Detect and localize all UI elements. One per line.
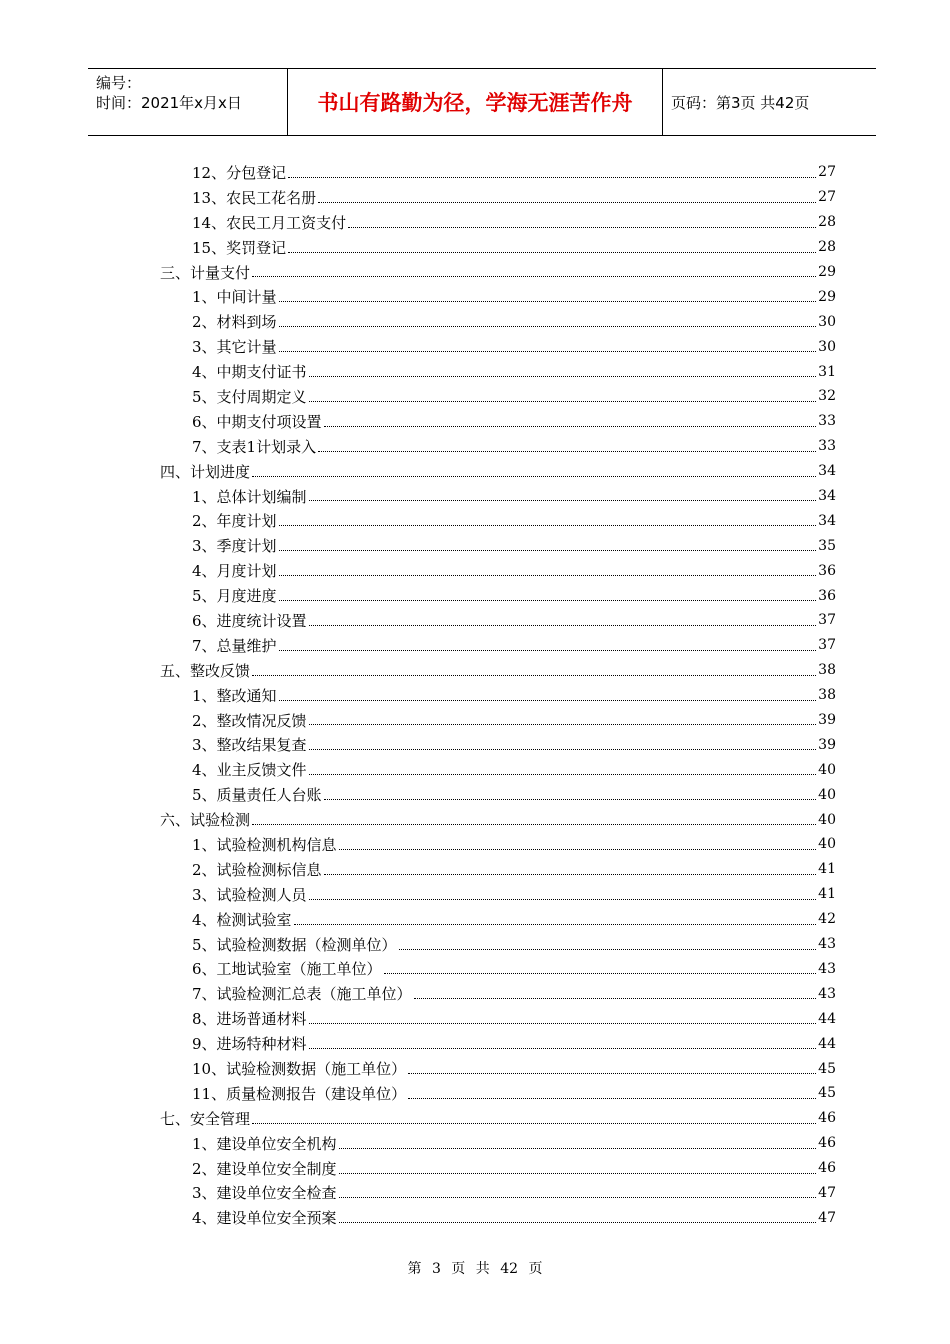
- toc-entry[interactable]: [160, 409, 836, 434]
- toc-entry[interactable]: [160, 732, 836, 757]
- toc-entry-label: 11、质量检测报告（建设单位）: [192, 1084, 407, 1103]
- toc-entry-page-number: 34: [818, 512, 836, 529]
- toc-entry-label: 5、支付周期定义: [192, 387, 307, 406]
- toc-entry[interactable]: [160, 981, 836, 1006]
- toc-entry[interactable]: [160, 309, 836, 334]
- toc-dot-leader: [309, 375, 817, 377]
- toc-entry[interactable]: [160, 459, 836, 484]
- toc-entry-label: 三、计量支付: [160, 263, 251, 282]
- toc-entry-page-number: 38: [818, 662, 836, 679]
- toc-entry-label: 3、季度计划: [192, 537, 277, 556]
- table-of-contents: [160, 160, 836, 1230]
- toc-entry-label: 1、建设单位安全机构: [192, 1134, 337, 1153]
- toc-entry-page-number: 30: [818, 313, 836, 330]
- toc-entry[interactable]: [160, 533, 836, 558]
- toc-entry-page-number: 42: [818, 911, 836, 928]
- toc-dot-leader: [339, 1221, 817, 1223]
- toc-entry-page-number: 28: [818, 239, 836, 256]
- toc-dot-leader: [279, 649, 817, 651]
- toc-entry-page-number: 37: [818, 612, 836, 629]
- toc-entry-page-number: 41: [818, 861, 836, 878]
- toc-entry[interactable]: [160, 832, 836, 857]
- toc-dot-leader: [339, 1147, 817, 1149]
- toc-dot-leader: [252, 823, 816, 825]
- toc-dot-leader: [309, 624, 817, 626]
- toc-dot-leader: [252, 1122, 816, 1124]
- toc-dot-leader: [384, 972, 817, 974]
- toc-entry[interactable]: [160, 334, 836, 359]
- toc-entry-page-number: 43: [818, 936, 836, 953]
- toc-entry[interactable]: [160, 260, 836, 285]
- toc-entry-label: 四、计划进度: [160, 462, 251, 481]
- toc-entry[interactable]: [160, 1006, 836, 1031]
- toc-entry-label: 15、奖罚登记: [192, 238, 287, 257]
- toc-entry-page-number: 40: [818, 836, 836, 853]
- toc-entry-page-number: 40: [818, 811, 836, 828]
- toc-dot-leader: [279, 524, 817, 526]
- toc-entry[interactable]: [160, 957, 836, 982]
- toc-entry[interactable]: [160, 558, 836, 583]
- toc-dot-leader: [252, 475, 816, 477]
- toc-entry-label: 3、试验检测人员: [192, 885, 307, 904]
- toc-entry-label: 2、试验检测标信息: [192, 860, 322, 879]
- toc-entry-page-number: 45: [818, 1085, 836, 1102]
- toc-dot-leader: [252, 275, 816, 277]
- toc-entry-page-number: 46: [818, 1160, 836, 1177]
- toc-entry[interactable]: [160, 1156, 836, 1181]
- toc-entry-label: 7、总量维护: [192, 636, 277, 655]
- toc-dot-leader: [309, 773, 817, 775]
- toc-entry-page-number: 30: [818, 338, 836, 355]
- header-meta: [88, 69, 288, 135]
- toc-dot-leader: [279, 350, 817, 352]
- toc-entry-page-number: 47: [818, 1209, 836, 1226]
- toc-entry-page-number: 39: [818, 736, 836, 753]
- toc-entry[interactable]: [160, 284, 836, 309]
- toc-entry-label: 8、进场普通材料: [192, 1010, 307, 1029]
- toc-dot-leader: [414, 997, 817, 999]
- toc-entry[interactable]: [160, 508, 836, 533]
- header-motto: 书山有路勤为径，学海无涯苦作舟: [288, 69, 663, 135]
- toc-entry-page-number: 41: [818, 886, 836, 903]
- toc-entry-label: 4、中期支付证书: [192, 363, 307, 382]
- toc-entry-page-number: 27: [818, 164, 836, 181]
- toc-dot-leader: [339, 1172, 817, 1174]
- toc-entry-page-number: 34: [818, 488, 836, 505]
- toc-entry[interactable]: [160, 235, 836, 260]
- toc-entry[interactable]: [160, 683, 836, 708]
- toc-entry-page-number: 46: [818, 1135, 836, 1152]
- toc-entry-page-number: 46: [818, 1110, 836, 1127]
- toc-dot-leader: [399, 948, 817, 950]
- toc-entry[interactable]: [160, 160, 836, 185]
- toc-entry[interactable]: [160, 658, 836, 683]
- toc-entry-label: 1、试验检测机构信息: [192, 835, 337, 854]
- document-time-label: 时间：2021年x月x日: [96, 94, 242, 112]
- toc-entry-page-number: 45: [818, 1060, 836, 1077]
- toc-entry-label: 3、建设单位安全检查: [192, 1184, 337, 1203]
- toc-entry-label: 13、农民工花名册: [192, 188, 317, 207]
- header-page-info: 页码：第3页 共42页: [671, 93, 810, 112]
- toc-dot-leader: [279, 599, 817, 601]
- toc-dot-leader: [324, 798, 817, 800]
- toc-entry-label: 2、建设单位安全制度: [192, 1159, 337, 1178]
- toc-entry[interactable]: [160, 857, 836, 882]
- toc-entry-label: 3、整改结果复查: [192, 736, 307, 755]
- toc-entry-label: 4、业主反馈文件: [192, 761, 307, 780]
- toc-entry[interactable]: [160, 608, 836, 633]
- toc-dot-leader: [309, 1022, 817, 1024]
- toc-entry-label: 2、材料到场: [192, 313, 277, 332]
- toc-entry[interactable]: [160, 1106, 836, 1131]
- toc-entry-label: 6、中期支付项设置: [192, 412, 322, 431]
- toc-entry[interactable]: [160, 807, 836, 832]
- toc-dot-leader: [279, 549, 817, 551]
- toc-dot-leader: [309, 748, 817, 750]
- toc-entry[interactable]: [160, 210, 836, 235]
- toc-entry-label: 14、农民工月工资支付: [192, 213, 347, 232]
- toc-dot-leader: [324, 425, 817, 427]
- toc-entry-label: 五、整改反馈: [160, 661, 251, 680]
- toc-dot-leader: [309, 400, 817, 402]
- toc-entry-page-number: 32: [818, 388, 836, 405]
- toc-dot-leader: [252, 674, 816, 676]
- toc-entry-page-number: 39: [818, 712, 836, 729]
- toc-entry-page-number: 31: [818, 363, 836, 380]
- toc-entry-page-number: 28: [818, 214, 836, 231]
- toc-entry[interactable]: [160, 782, 836, 807]
- toc-entry[interactable]: [160, 1081, 836, 1106]
- toc-entry[interactable]: [160, 484, 836, 509]
- toc-entry[interactable]: [160, 1205, 836, 1230]
- toc-entry[interactable]: [160, 434, 836, 459]
- toc-dot-leader: [288, 251, 816, 253]
- page-footer: 第 3 页 共 42 页: [407, 1261, 543, 1277]
- toc-entry-page-number: 34: [818, 463, 836, 480]
- toc-entry-label: 3、其它计量: [192, 338, 277, 357]
- toc-dot-leader: [408, 1097, 816, 1099]
- toc-entry-label: 12、分包登记: [192, 163, 287, 182]
- toc-entry-page-number: 40: [818, 786, 836, 803]
- toc-entry[interactable]: [160, 882, 836, 907]
- page-header: [88, 68, 876, 136]
- toc-entry[interactable]: [160, 633, 836, 658]
- toc-entry-label: 5、试验检测数据（检测单位）: [192, 935, 397, 954]
- toc-entry-label: 5、月度进度: [192, 587, 277, 606]
- toc-dot-leader: [408, 1072, 816, 1074]
- toc-entry-page-number: 33: [818, 413, 836, 430]
- toc-entry-page-number: 29: [818, 264, 836, 280]
- toc-entry[interactable]: [160, 757, 836, 782]
- toc-entry[interactable]: [160, 708, 836, 733]
- toc-entry-page-number: 43: [818, 985, 836, 1002]
- toc-entry-label: 七、安全管理: [160, 1109, 251, 1128]
- toc-dot-leader: [279, 325, 817, 327]
- toc-entry[interactable]: [160, 932, 836, 957]
- toc-entry-label: 六、试验检测: [160, 811, 251, 830]
- toc-entry-page-number: 36: [818, 562, 836, 579]
- toc-entry-label: 2、年度计划: [192, 512, 277, 531]
- toc-entry-label: 6、工地试验室（施工单位）: [192, 960, 382, 979]
- toc-entry-page-number: 47: [818, 1184, 836, 1201]
- toc-entry-page-number: 37: [818, 637, 836, 654]
- toc-entry-label: 4、检测试验室: [192, 910, 292, 929]
- toc-entry-label: 1、整改通知: [192, 686, 277, 705]
- toc-entry-label: 6、进度统计设置: [192, 611, 307, 630]
- document-number-label: 编号：: [96, 74, 142, 92]
- toc-entry-label: 7、支表1计划录入: [192, 437, 317, 456]
- toc-entry-page-number: 35: [818, 537, 836, 554]
- toc-entry-label: 4、建设单位安全预案: [192, 1209, 337, 1228]
- toc-entry[interactable]: [160, 1181, 836, 1206]
- toc-dot-leader: [279, 699, 817, 701]
- toc-entry-page-number: 33: [818, 438, 836, 455]
- toc-entry[interactable]: [160, 359, 836, 384]
- toc-dot-leader: [288, 176, 816, 178]
- toc-entry-page-number: 38: [818, 687, 836, 704]
- toc-entry-label: 7、试验检测汇总表（施工单位）: [192, 985, 412, 1004]
- toc-entry-label: 1、中间计量: [192, 288, 277, 307]
- toc-entry[interactable]: [160, 1031, 836, 1056]
- toc-entry[interactable]: [160, 384, 836, 409]
- toc-entry[interactable]: [160, 1056, 836, 1081]
- toc-dot-leader: [318, 201, 816, 203]
- toc-entry-page-number: 27: [818, 189, 836, 206]
- toc-entry-label: 4、月度计划: [192, 562, 277, 581]
- toc-dot-leader: [279, 300, 817, 302]
- toc-dot-leader: [309, 499, 817, 501]
- toc-entry-label: 2、整改情况反馈: [192, 711, 307, 730]
- toc-entry[interactable]: [160, 185, 836, 210]
- toc-entry-page-number: 29: [818, 288, 836, 305]
- toc-entry-label: 9、进场特种材料: [192, 1035, 307, 1054]
- toc-entry-page-number: 40: [818, 761, 836, 778]
- toc-dot-leader: [339, 848, 817, 850]
- toc-entry-label: 5、质量责任人台账: [192, 786, 322, 805]
- toc-dot-leader: [294, 923, 817, 925]
- toc-entry[interactable]: [160, 907, 836, 932]
- toc-dot-leader: [348, 226, 816, 228]
- toc-entry-page-number: 43: [818, 960, 836, 977]
- toc-dot-leader: [309, 898, 817, 900]
- toc-dot-leader: [309, 723, 817, 725]
- toc-entry-label: 10、试验检测数据（施工单位）: [192, 1060, 407, 1078]
- toc-entry-page-number: 44: [818, 1035, 836, 1052]
- toc-entry-page-number: 44: [818, 1010, 836, 1027]
- toc-entry[interactable]: [160, 1131, 836, 1156]
- toc-dot-leader: [309, 1047, 817, 1049]
- toc-dot-leader: [324, 873, 817, 875]
- toc-dot-leader: [318, 450, 816, 452]
- toc-dot-leader: [339, 1196, 817, 1198]
- toc-entry-label: 1、总体计划编制: [192, 487, 307, 506]
- toc-entry[interactable]: [160, 583, 836, 608]
- toc-entry-page-number: 36: [818, 587, 836, 604]
- toc-dot-leader: [279, 574, 817, 576]
